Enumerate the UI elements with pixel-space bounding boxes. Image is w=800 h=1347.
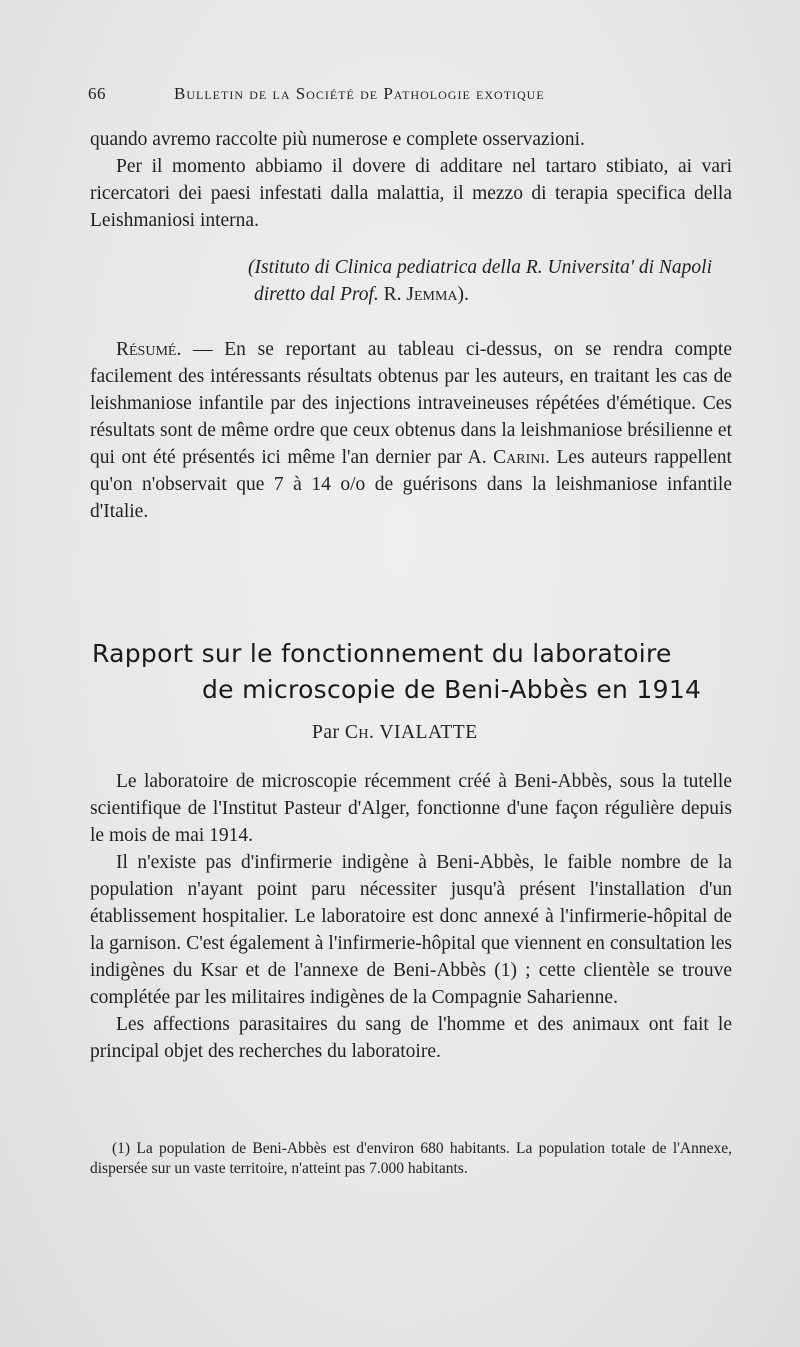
article-body: [90, 768, 732, 1065]
resume-section: [90, 336, 732, 525]
article-author: [312, 722, 478, 744]
paragraph: Il n'existe pas d'infirmerie indigène à Beni-Abbès, le faible nombre de la population n'ayant point paru nécessiter jusqu'à présent l'installation d'un établissement hospitalier. Le laboratoire est donc annexé à l'infirmerie-hôpital de la garnison. C'est également à l'infirmerie-hôpital que viennent en consultation les indigènes du Ksar et de l'annexe de Beni-Abbès (1) ; cette clientèle se trouve complétée par les militaires indigènes de la Compagnie Saharienne.: [90, 852, 732, 1008]
institution-closing: ).: [457, 284, 469, 305]
paragraph: Le laboratoire de microscopie récemment créé à Beni-Abbès, sous la tutelle scientifique de l'Institut Pasteur d'Alger, fonctionne d'une façon régulière depuis le mois de mai 1914.: [90, 771, 732, 846]
resume-paragraph: [90, 336, 732, 525]
institution-text: (Istituto di Clinica pediatrica della R. Universita' di Napoli diretto dal Prof.: [248, 257, 713, 305]
paragraph: quando avremo raccolte più numerose e complete osservazioni.: [90, 129, 585, 150]
article-title-line1: Rapport sur le fonctionnement du laboratoire: [92, 639, 672, 668]
author-initial: Ch.: [344, 722, 375, 743]
author-prefix: Par: [312, 722, 345, 743]
resume-text-before: — En se reportant au tableau ci-dessus, on se rendra compte facilement des intéressants résultats obtenus par les auteurs, en traitant les cas de leishmaniose infantile par des injections intraveineuses répétées d'émétique. Ces résultats sont de même ordre que ceux obtenus dans la leishmaniose brésilienne et qui ont été présentés ici même l'an dernier par A.: [90, 339, 732, 468]
cited-author: Carini: [493, 447, 546, 468]
page-number: 66: [88, 84, 106, 103]
italian-conclusion: [90, 126, 732, 234]
institution-note: [248, 254, 734, 308]
running-title: Bulletin de la Société de Pathologie exotique: [174, 84, 545, 103]
paragraph: Per il momento abbiamo il dovere di additare nel tartaro stibiato, ai vari ricercatori dei paesi infestati dalla malattia, il mezzo di terapia specifica della Leishmaniosi interna.: [90, 156, 732, 231]
resume-label: Résumé.: [116, 339, 182, 360]
article-title: [92, 636, 742, 708]
resume-text-after: . Les auteurs rappellent qu'on n'observait que 7 à 14 o/o de guérisons dans la leishmaniose infantile d'Italie.: [90, 447, 732, 522]
footnote: (1) La population de Beni-Abbès est d'environ 680 habitants. La population totale de l'Annexe, dispersée sur un vaste territoire, n'atteint pas 7.000 habitants.: [90, 1140, 732, 1177]
institution-director: R. Jemma: [383, 284, 458, 305]
article-title-line2: de microscopie de Beni-Abbès en 1914: [202, 675, 702, 704]
paragraph: Les affections parasitaires du sang de l'homme et des animaux ont fait le principal objet des recherches du laboratoire.: [90, 1014, 732, 1062]
author-name: VIALATTE: [374, 722, 478, 743]
